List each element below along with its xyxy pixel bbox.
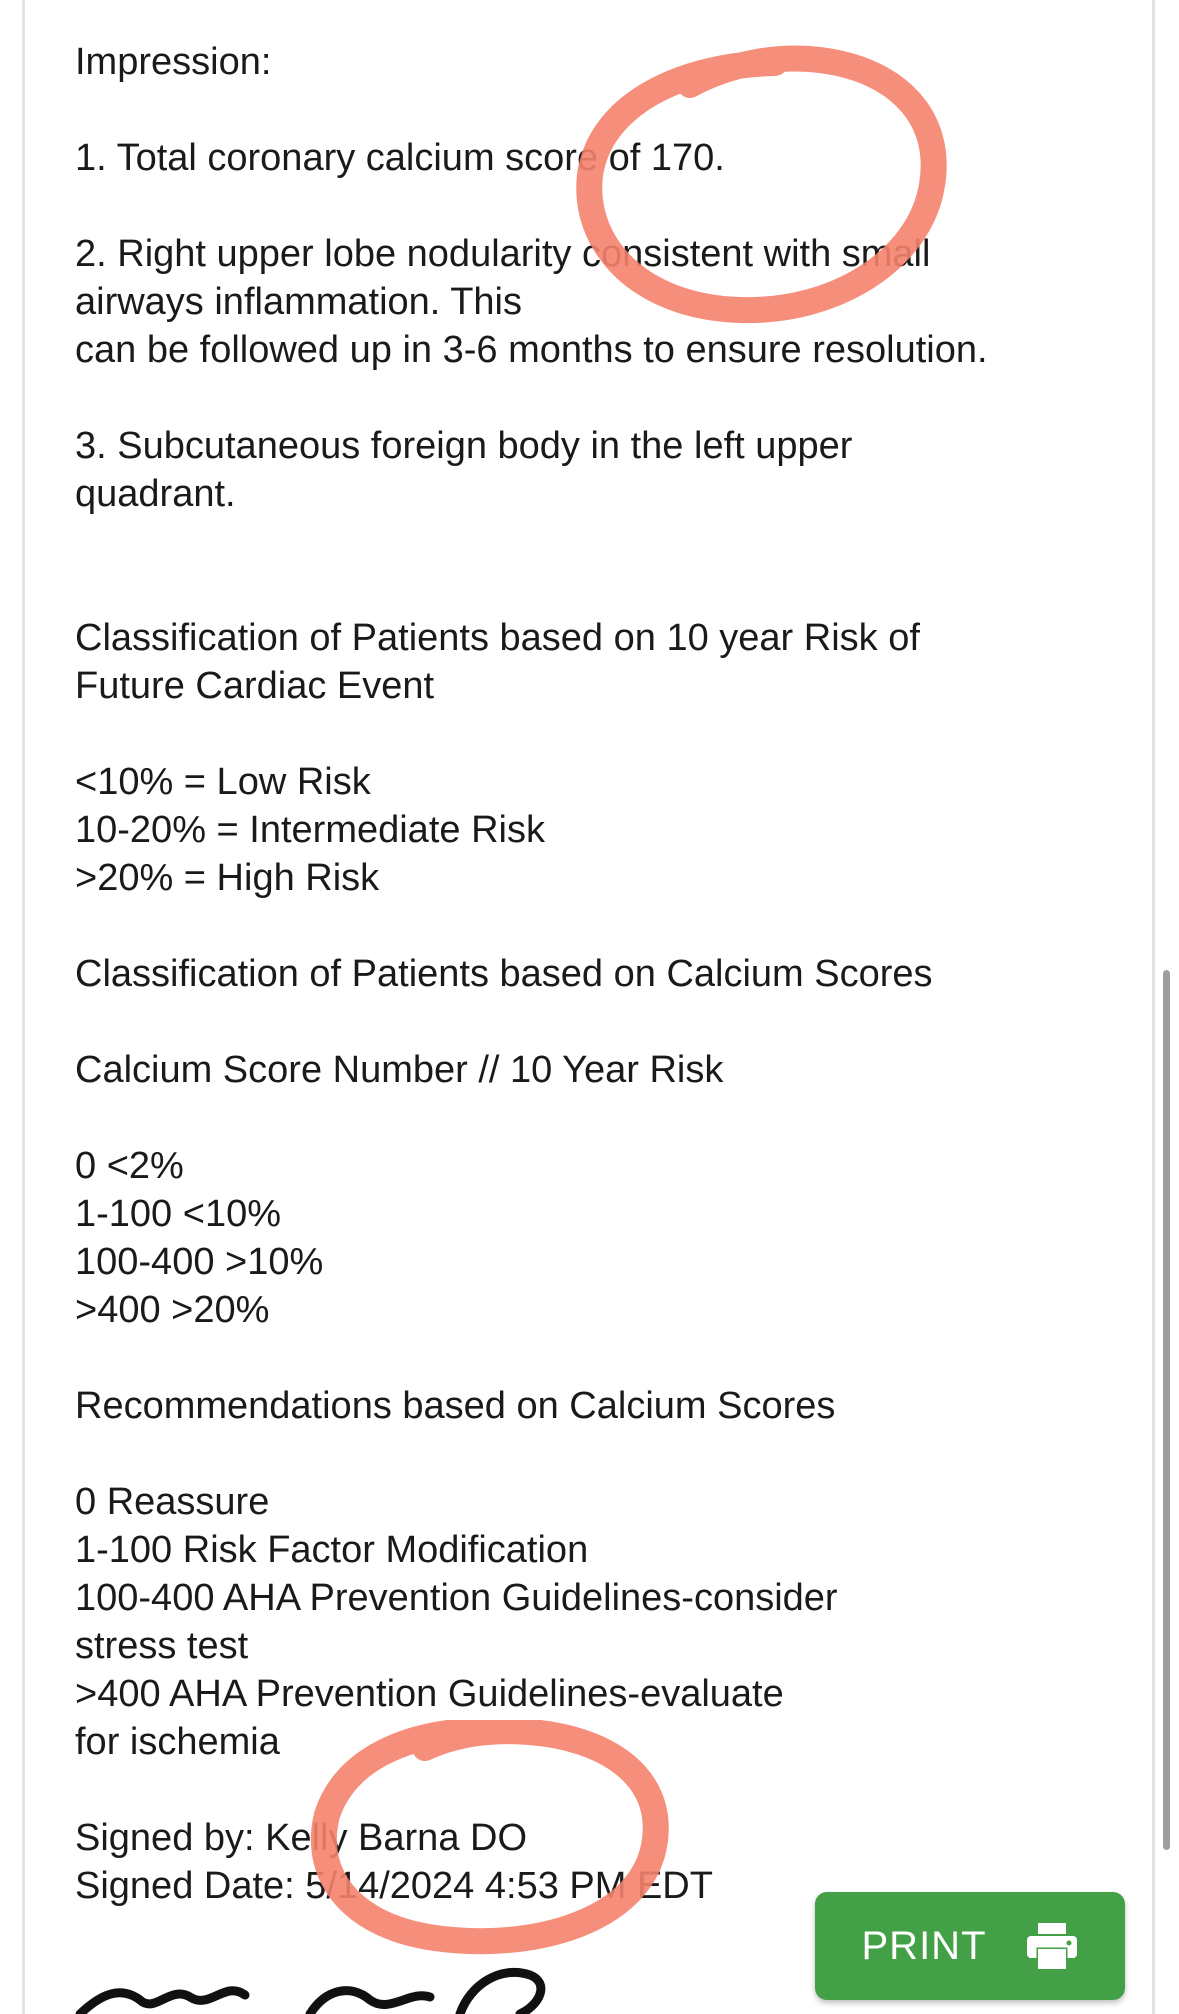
finding-1: 1. Total coronary calcium score of 170. [75,137,725,179]
finding-3-line-1: 3. Subcutaneous foreign body in the left upper [75,425,853,467]
finding-2-line-2: airways inflammation. This [75,281,523,323]
risk-classification-title-line-1: Classification of Patients based on 10 year Risk of [75,617,920,659]
content-left-border [22,0,25,2014]
calcium-classification-title: Classification of Patients based on Calcium Scores [75,953,933,995]
signed-by: Signed by: Kelly Barna DO [75,1817,528,1859]
radiology-report [75,38,1135,1910]
risk-level: 10-20% = Intermediate Risk [75,809,545,851]
finding-2-line-3: can be followed up in 3-6 months to ensure resolution. [75,329,988,371]
calcium-table-header: Calcium Score Number // 10 Year Risk [75,1049,724,1091]
risk-level: >20% = High Risk [75,857,380,899]
recommendation-item: stress test [75,1625,249,1667]
scrollbar[interactable] [1163,970,1170,1850]
impression-heading: Impression: [75,41,272,83]
print-button[interactable] [815,1892,1125,2000]
calcium-table-row: 0 <2% [75,1145,184,1187]
finding-2-line-1: 2. Right upper lobe nodularity consistent with small [75,233,931,275]
recommendation-item: 1-100 Risk Factor Modification [75,1529,589,1571]
printer-icon [1025,1921,1079,1971]
risk-classification-title-line-2: Future Cardiac Event [75,665,435,707]
recommendations-title: Recommendations based on Calcium Scores [75,1385,836,1427]
calcium-table-row: 100-400 >10% [75,1241,324,1283]
signed-date: Signed Date: 5/14/2024 4:53 PM EDT [75,1865,713,1907]
content-right-border [1152,0,1155,2014]
print-button-label: PRINT [861,1923,987,1968]
recommendation-item: 0 Reassure [75,1481,270,1523]
recommendation-item: for ischemia [75,1721,280,1763]
calcium-table-row: >400 >20% [75,1289,270,1331]
finding-3-line-2: quadrant. [75,473,236,515]
handwritten-signature [60,1955,660,2014]
recommendation-item: 100-400 AHA Prevention Guidelines-consider [75,1577,838,1619]
calcium-table-row: 1-100 <10% [75,1193,281,1235]
recommendation-item: >400 AHA Prevention Guidelines-evaluate [75,1673,784,1715]
risk-level: <10% = Low Risk [75,761,371,803]
